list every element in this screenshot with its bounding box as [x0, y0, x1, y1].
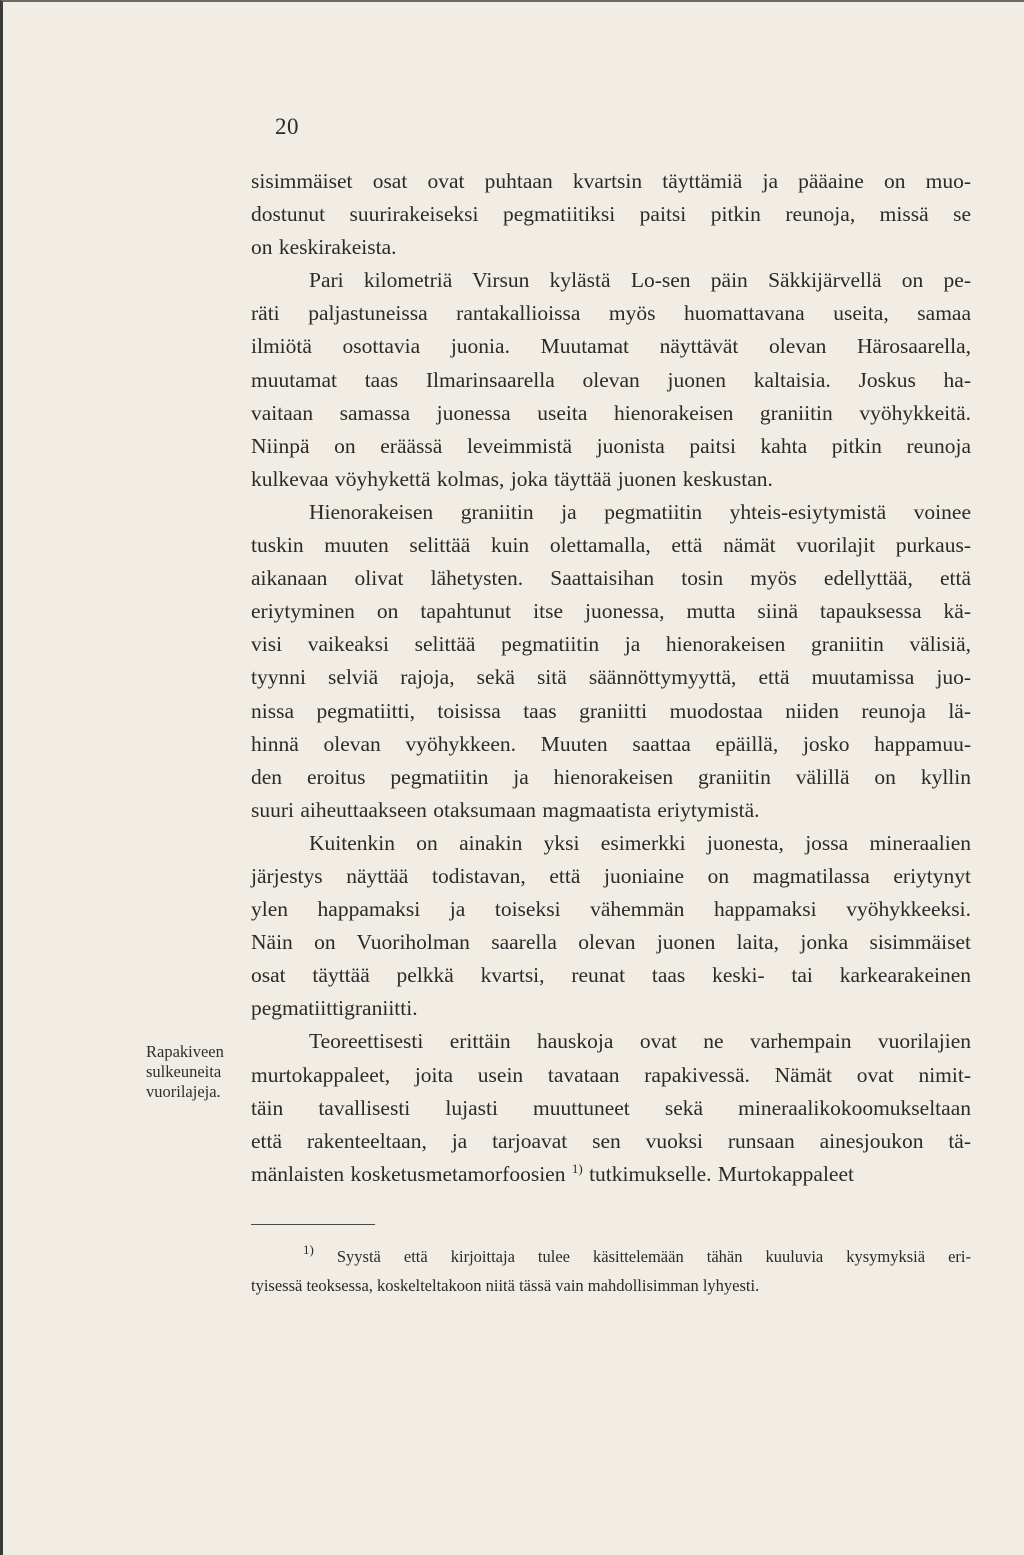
- text-line: dostunut suurirakeiseksi pegmatiitiksi paitsi pitkin reunoja, missä se: [251, 202, 971, 227]
- text-line: visi vaikeaksi selittää pegmatiitin ja hienorakeisen graniitin välisiä,: [251, 632, 971, 657]
- text-line: Kuitenkin on ainakin yksi esimerkki juonesta, jossa mineraalien: [309, 830, 971, 855]
- footnote: [251, 1242, 971, 1300]
- text-line: den eroitus pegmatiitin ja hienorakeisen graniitin välillä on kyllin: [251, 764, 971, 789]
- text-line: ilmiötä osottavia juonia. Muutamat näyttävät olevan Härosaarella,: [251, 334, 971, 359]
- text-line: nissa pegmatiitti, toisissa taas graniitti muodostaa niiden reunoja lä-: [251, 698, 971, 723]
- text-line: Teoreettisesti erittäin hauskoja ovat ne varhempain vuorilajien: [309, 1029, 971, 1054]
- margin-note: [146, 1042, 246, 1102]
- text-line: Niinpä on eräässä leveimmistä juonista paitsi kahta pitkin reunoja: [251, 433, 971, 458]
- paragraph-3: [251, 496, 971, 827]
- text-line: kulkevaa vöyhykettä kolmas, joka täyttää juonen keskustan.: [251, 466, 773, 491]
- text-line: tyynni selviä rajoja, sekä sitä säännöttymyyttä, että muutamissa juo-: [251, 665, 971, 690]
- paragraph-2: [251, 264, 971, 496]
- footnote-line: tyisessä teoksessa, koskelteltakoon niitä tässä vain mahdollisimman lyhyesti.: [251, 1276, 760, 1295]
- text-line: täin tavallisesti lujasti muuttuneet sekä mineraalikokoomukseltaan: [251, 1095, 971, 1120]
- margin-note-line: vuorilajeja.: [146, 1082, 221, 1101]
- text-segment: tutkimukselle. Murtokappaleet: [589, 1161, 854, 1186]
- text-line: järjestys näyttää todistavan, että juoniaine on magmatilassa eriytynyt: [251, 863, 971, 888]
- body-text: [251, 165, 971, 1191]
- page-number: 20: [275, 114, 299, 139]
- margin-note-line: sulkeuneita: [146, 1062, 222, 1081]
- margin-note-line: Rapakiveen: [146, 1042, 224, 1061]
- text-line: sisimmäiset osat ovat puhtaan kvartsin täyttämiä ja pääaine on muo-: [251, 169, 971, 193]
- text-line: Hienorakeisen graniitin ja pegmatiitin yhteis-esiytymistä voinee: [309, 499, 971, 524]
- text-line: ylen happamaksi ja toiseksi vähemmän happamaksi vyöhykkeeksi.: [251, 897, 971, 922]
- text-line: pegmatiittigraniitti.: [251, 996, 418, 1021]
- text-line: eriytyminen on tapahtunut itse juonessa, mutta siinä tapauksessa kä-: [251, 599, 971, 624]
- footnote-divider: [251, 1224, 375, 1225]
- text-line: murtokappaleet, joita usein tavataan rapakivessä. Nämät ovat nimit-: [251, 1062, 971, 1087]
- text-line: aikanaan olivat lähetysten. Saattaisihan tosin myös edellyttää, että: [251, 566, 971, 591]
- text-line: räti paljastuneissa rantakallioissa myös huomattavana useita, samaa: [251, 301, 971, 326]
- footnote-line: [251, 1242, 971, 1271]
- text-line: hinnä olevan vyöhykkeen. Muuten saattaa epäillä, josko happamuu-: [251, 731, 971, 756]
- text-segment: mänlaisten kosketusmetamorfoosien: [251, 1161, 566, 1186]
- text-line: on keskirakeista.: [251, 235, 397, 260]
- text-segment: Syystä että kirjoittaja tulee käsittelemään tähän kuuluvia kysymyksiä eri-: [336, 1247, 972, 1266]
- footnote-marker: 1): [303, 1242, 314, 1257]
- text-line: osat täyttää pelkkä kvartsi, reunat taas keski- tai karkearakeinen: [251, 963, 971, 988]
- text-line: muutamat taas Ilmarinsaarella olevan juonen kaltaisia. Joskus ha-: [251, 367, 971, 392]
- text-line: [251, 1158, 971, 1191]
- paragraph-4: [251, 827, 971, 1026]
- text-line: Pari kilometriä Virsun kylästä Lo-sen päin Säkkijärvellä on pe-: [309, 268, 971, 293]
- footnote-reference[interactable]: 1): [571, 1160, 583, 1176]
- paragraph-5: [251, 1025, 971, 1190]
- paragraph-1: [251, 165, 971, 264]
- text-line: vaitaan samassa juonessa useita hienorakeisen graniitin vyöhykkeitä.: [251, 400, 971, 425]
- text-line: tuskin muuten selittää kuin olettamalla, että nämät vuorilajit purkaus-: [251, 533, 971, 558]
- text-line: suuri aiheuttaakseen otaksumaan magmaatista eriytymistä.: [251, 797, 760, 822]
- text-line: että rakenteeltaan, ja tarjoavat sen vuoksi runsaan ainesjoukon tä-: [251, 1128, 971, 1153]
- text-line: Näin on Vuoriholman saarella olevan juonen laita, jonka sisimmäiset: [251, 930, 971, 955]
